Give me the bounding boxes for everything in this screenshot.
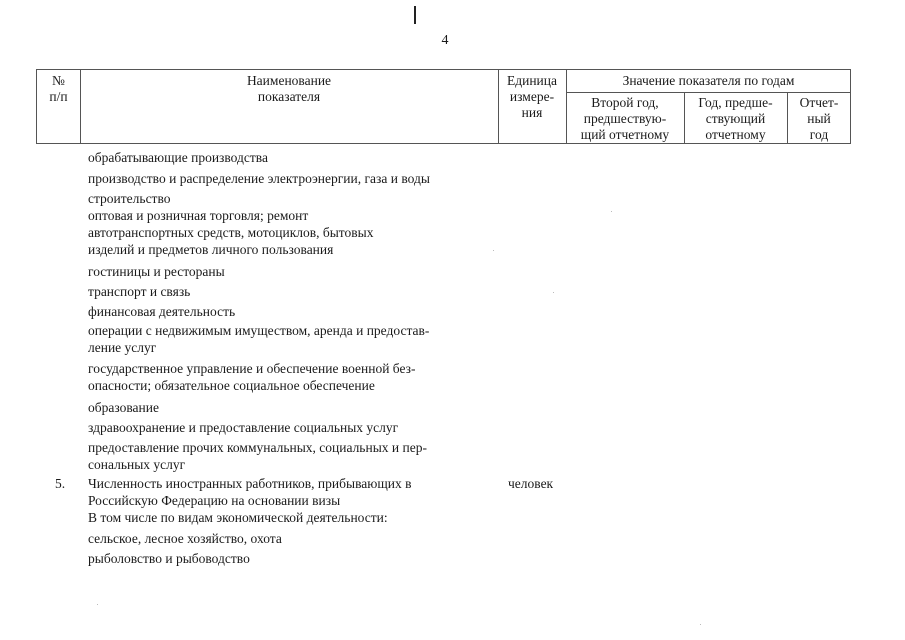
row-label: оптовая и розничная торговля; ремонт [88, 208, 309, 223]
row-label: здравоохранение и предоставление социальных услуг [88, 420, 399, 435]
item-number: 5. [55, 476, 66, 491]
row-label: финансовая деятельность [88, 304, 236, 319]
page-edge-mark [414, 6, 416, 24]
header-col-name: Наименование показателя [246, 73, 332, 104]
row-label: Численность иностранных работников, прибывающих в [88, 476, 412, 491]
table-header [36, 69, 851, 144]
scan-speck [97, 604, 98, 605]
row-label: транспорт и связь [88, 284, 191, 299]
header-col-unit: Единица измере- ния [506, 73, 557, 120]
row-label: операции с недвижимым имуществом, аренда и предостав- [88, 323, 430, 338]
header-sub-year-1: Год, предше- ствующий отчетному [698, 95, 773, 142]
row-label: предоставление прочих коммунальных, социальных и пер- [88, 440, 427, 455]
scan-speck [611, 211, 612, 212]
row-label: опасности; обязательное социальное обеспечение [88, 378, 375, 393]
header-col-number: № п/п [49, 73, 68, 104]
row-label: обрабатывающие производства [88, 150, 268, 165]
row-label: сональных услуг [88, 457, 186, 472]
page-number: 4 [441, 33, 449, 48]
row-label: производство и распределение электроэнергии, газа и воды [88, 171, 430, 186]
header-sub-year-2: Второй год, предшествую- щий отчетному [580, 95, 670, 142]
scan-speck [493, 250, 494, 251]
row-label: автотранспортных средств, мотоциклов, бытовых [88, 225, 374, 240]
row-label: сельское, лесное хозяйство, охота [88, 531, 282, 546]
row-label: государственное управление и обеспечение военной без- [88, 361, 416, 376]
scan-speck [553, 292, 554, 293]
row-label: рыболовство и рыбоводство [88, 551, 250, 566]
row-label: строительство [88, 191, 171, 206]
header-values-title: Значение показателя по годам [622, 73, 795, 88]
row-label: изделий и предметов личного пользования [88, 242, 334, 257]
row-label: В том числе по видам экономической деятельности: [88, 510, 388, 525]
row-label: Российскую Федерацию на основании визы [88, 493, 341, 508]
divider [566, 92, 850, 93]
row-label: ление услуг [88, 340, 157, 355]
unit-value: человек [508, 476, 554, 491]
row-label: образование [88, 400, 159, 415]
scan-speck [700, 624, 701, 625]
row-label: гостиницы и рестораны [88, 264, 225, 279]
header-sub-report-year: Отчет- ный год [799, 95, 839, 142]
